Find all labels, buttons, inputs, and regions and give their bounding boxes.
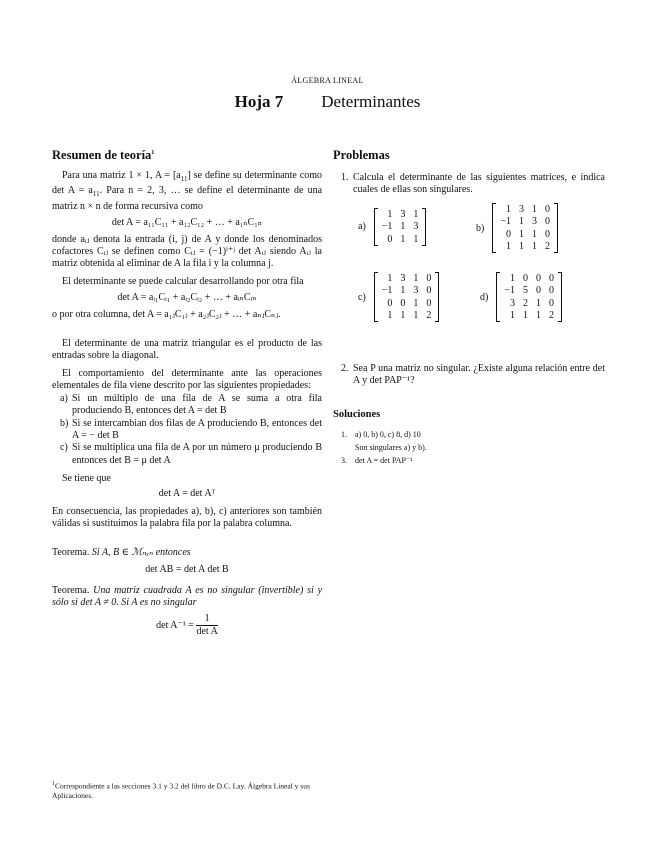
matrix-entry: 1 <box>400 310 406 322</box>
theory-row-expansion: El determinante se puede calcular desarrollando por otra fila <box>62 275 304 287</box>
matrix-entry: 1 <box>531 203 537 215</box>
matrix-entry: 2 <box>426 310 432 322</box>
solutions-list <box>341 428 601 467</box>
matrix-row <box>496 241 554 254</box>
matrix-entry: 1 <box>531 241 537 253</box>
problems-heading: Problemas <box>333 148 390 162</box>
matrix-row <box>378 272 436 285</box>
matrix-entry: 1 <box>518 216 524 228</box>
matrix-entry: 1 <box>413 272 419 284</box>
theory-column-expansion: o por otra columna, det A = a₁ⱼC₁ⱼ + a₂ⱼC₂ⱼ + … + aₙⱼCₙⱼ. <box>52 308 281 320</box>
matrix-row <box>378 233 423 246</box>
sheet-topic: Determinantes <box>321 92 421 111</box>
matrix-entry: 1 <box>509 272 515 284</box>
matrix-entry: 2 <box>544 241 550 253</box>
footnote-mark: 1 <box>151 149 155 156</box>
theory-heading: Resumen de teoría$^1$ <box>52 148 155 162</box>
matrix-entry: 1 <box>522 310 528 322</box>
theorem-invertible: Teorema. Una matriz cuadrada A es no singular (invertible) si y sólo si det A ≠ 0. Si A es no singular <box>52 584 323 608</box>
matrix-entry: 0 <box>505 228 511 240</box>
matrix-entry: 1 <box>413 310 419 322</box>
footnote: $^1$Correspondiente a las secciones 3.1 y 3.2 del libro de D.C. Lay. Álgebra Lineal y sus Aplicaciones. <box>52 781 310 800</box>
matrix-c: c) 1 3 1 0 −1 1 3 0 0 0 1 0 1 1 1 2 <box>358 272 439 322</box>
matrix-entry: 0 <box>426 297 432 309</box>
matrix-entry: 1 <box>518 241 524 253</box>
matrix-row <box>496 203 554 216</box>
matrix-entry: 0 <box>426 285 432 297</box>
matrix-entry: 1 <box>518 228 524 240</box>
theory-row-operations: El comportamiento del determinante ante las operaciones elementales de fila viene descrito por las siguientes propiedades: <box>52 367 322 392</box>
matrix-entry: 0 <box>535 272 541 284</box>
matrix-entry: 0 <box>387 297 393 309</box>
theory-transpose-intro: Se tiene que <box>62 473 111 485</box>
matrix-row <box>378 221 423 234</box>
matrix-entry: 3 <box>400 208 406 220</box>
matrix-entry: −1 <box>381 285 393 297</box>
matrix-entry: 1 <box>413 208 419 220</box>
matrix-entry: 5 <box>522 285 528 297</box>
matrix-entry: 0 <box>387 233 393 245</box>
sheet-number: Hoja 7 <box>234 92 284 111</box>
matrix-d: d) 1 0 0 0 −1 5 0 0 3 2 1 0 1 1 1 2 <box>480 272 562 322</box>
matrix-entry: 3 <box>531 216 537 228</box>
matrix-entry: 1 <box>400 221 406 233</box>
matrix-entry: 1 <box>400 285 406 297</box>
theory-intro: Para una matriz 1 × 1, $A = [a_{11}]$ se define su determinante como $\det A = a_{11}$. Para n = 2, 3, … se define el determinante de una matriz n × n de forma recursiva como <box>52 170 323 212</box>
matrix-entry: 1 <box>400 233 406 245</box>
matrix-row <box>378 297 436 310</box>
matrix-entry: 0 <box>544 216 550 228</box>
property-a: a) Si un múltiplo de una fila de A se suma a otra fila produciendo B, entonces det A = det B <box>60 392 322 417</box>
matrix-entry: 3 <box>400 272 406 284</box>
matrix-a: a) 1 3 1 −1 1 3 0 1 1 <box>358 208 426 246</box>
matrix-entry: 0 <box>548 297 554 309</box>
matrix-b: b) 1 3 1 0 −1 1 3 0 0 1 1 0 1 1 1 2 <box>476 203 558 253</box>
matrix-entry: −1 <box>500 216 511 228</box>
matrix-entry: 1 <box>387 310 393 322</box>
matrix-entry: 1 <box>505 241 511 253</box>
problem-1: 1. Calcula el determinante de las siguientes matrices, e indica cuales de ellas son singulares. <box>341 172 605 196</box>
matrix-entry: 0 <box>522 272 528 284</box>
matrix-row <box>378 208 423 221</box>
solution-item: Son singulares a) y b). <box>355 443 427 452</box>
matrix-entry: 1 <box>387 208 393 220</box>
matrix-entry: 3 <box>509 297 515 309</box>
matrix-row <box>378 310 436 323</box>
matrix-entry: 1 <box>387 272 393 284</box>
matrix-entry: 0 <box>544 203 550 215</box>
matrix-entry: 2 <box>522 297 528 309</box>
matrix-entry: 0 <box>535 285 541 297</box>
equation-transpose: det A = det Aᵀ <box>158 487 216 499</box>
matrix-entry: 1 <box>531 228 537 240</box>
property-b: b) Si se intercambian dos filas de A produciendo B, entonces det A = − det B <box>60 417 322 441</box>
matrix-row <box>500 272 558 285</box>
property-c: c) Si se multiplica una fila de A por un número μ produciendo B entonces det B = μ det A <box>60 442 322 466</box>
matrix-row <box>496 216 554 229</box>
matrix-entry: 0 <box>426 272 432 284</box>
sheet-title <box>0 92 655 112</box>
solution-item: 3. det A = det PAP⁻¹ <box>341 456 413 465</box>
theory-body <box>52 170 322 638</box>
matrix-entry: 1 <box>535 310 541 322</box>
matrix-entry: 2 <box>548 310 554 322</box>
matrix-entry: 1 <box>535 297 541 309</box>
matrix-row <box>496 228 554 241</box>
matrix-entry: 1 <box>413 297 419 309</box>
theorem-product: Teorema. Si A, B ∈ ℳₙₓₙ entonces <box>52 546 191 558</box>
matrix-entry: 0 <box>544 228 550 240</box>
matrix-entry: 1 <box>509 310 515 322</box>
theory-columns-note: En consecuencia, las propiedades a), b), c) anteriores son también válidas si sustituimos la palabra fila por la palabra columna. <box>52 505 322 530</box>
matrix-row <box>500 310 558 323</box>
matrix-row <box>378 285 436 298</box>
solution-item: 1. a) 0, b) 0, c) 8, d) 10 <box>341 430 421 439</box>
matrix-row <box>500 285 558 298</box>
equation-inverse: det A⁻¹ = $\frac{1}{\text{det A}}$ <box>156 613 218 638</box>
matrix-entry: −1 <box>381 221 393 233</box>
matrix-entry: −1 <box>504 285 515 297</box>
matrix-entry: 1 <box>413 233 419 245</box>
matrix-entry: 3 <box>413 285 419 297</box>
matrix-entry: 3 <box>413 221 419 233</box>
matrix-entry: 0 <box>548 285 554 297</box>
matrix-entry: 0 <box>548 272 554 284</box>
problem-2: 2. Sea P una matriz no singular. ¿Existe alguna relación entre det A y det PAP⁻¹? <box>341 363 605 387</box>
equation-product: det AB = det A det B <box>145 564 229 576</box>
matrix-entry: 1 <box>505 203 511 215</box>
solutions-heading: Soluciones <box>333 409 381 420</box>
theory-cofactors: donde aᵢⱼ denota la entrada (i, j) de A y donde los denominados cofactores Cᵢⱼ se definen como Cᵢⱼ = (−1)ⁱ⁺ʲ det Aᵢⱼ siendo Aᵢⱼ la matriz obtenida al eliminar de A la fila i y la columna j. <box>52 233 322 270</box>
equation-cofactor-expansion: det A = a₁₁C₁₁ + a₁₂C₁₂ + … + a₁ₙC₁ₙ <box>111 217 263 229</box>
matrix-entry: 0 <box>400 297 406 309</box>
matrix-entry: 3 <box>518 203 524 215</box>
matrix-row <box>500 297 558 310</box>
course-name: ÁLGEBRA LINEAL <box>291 76 364 85</box>
equation-row-expansion: det A = aᵢ₁Cᵢ₁ + aᵢ₂Cᵢ₂ + … + aᵢₙCᵢₙ <box>117 292 257 304</box>
theory-triangular: El determinante de una matriz triangular es el producto de las entradas sobre la diagonal. <box>52 338 322 362</box>
